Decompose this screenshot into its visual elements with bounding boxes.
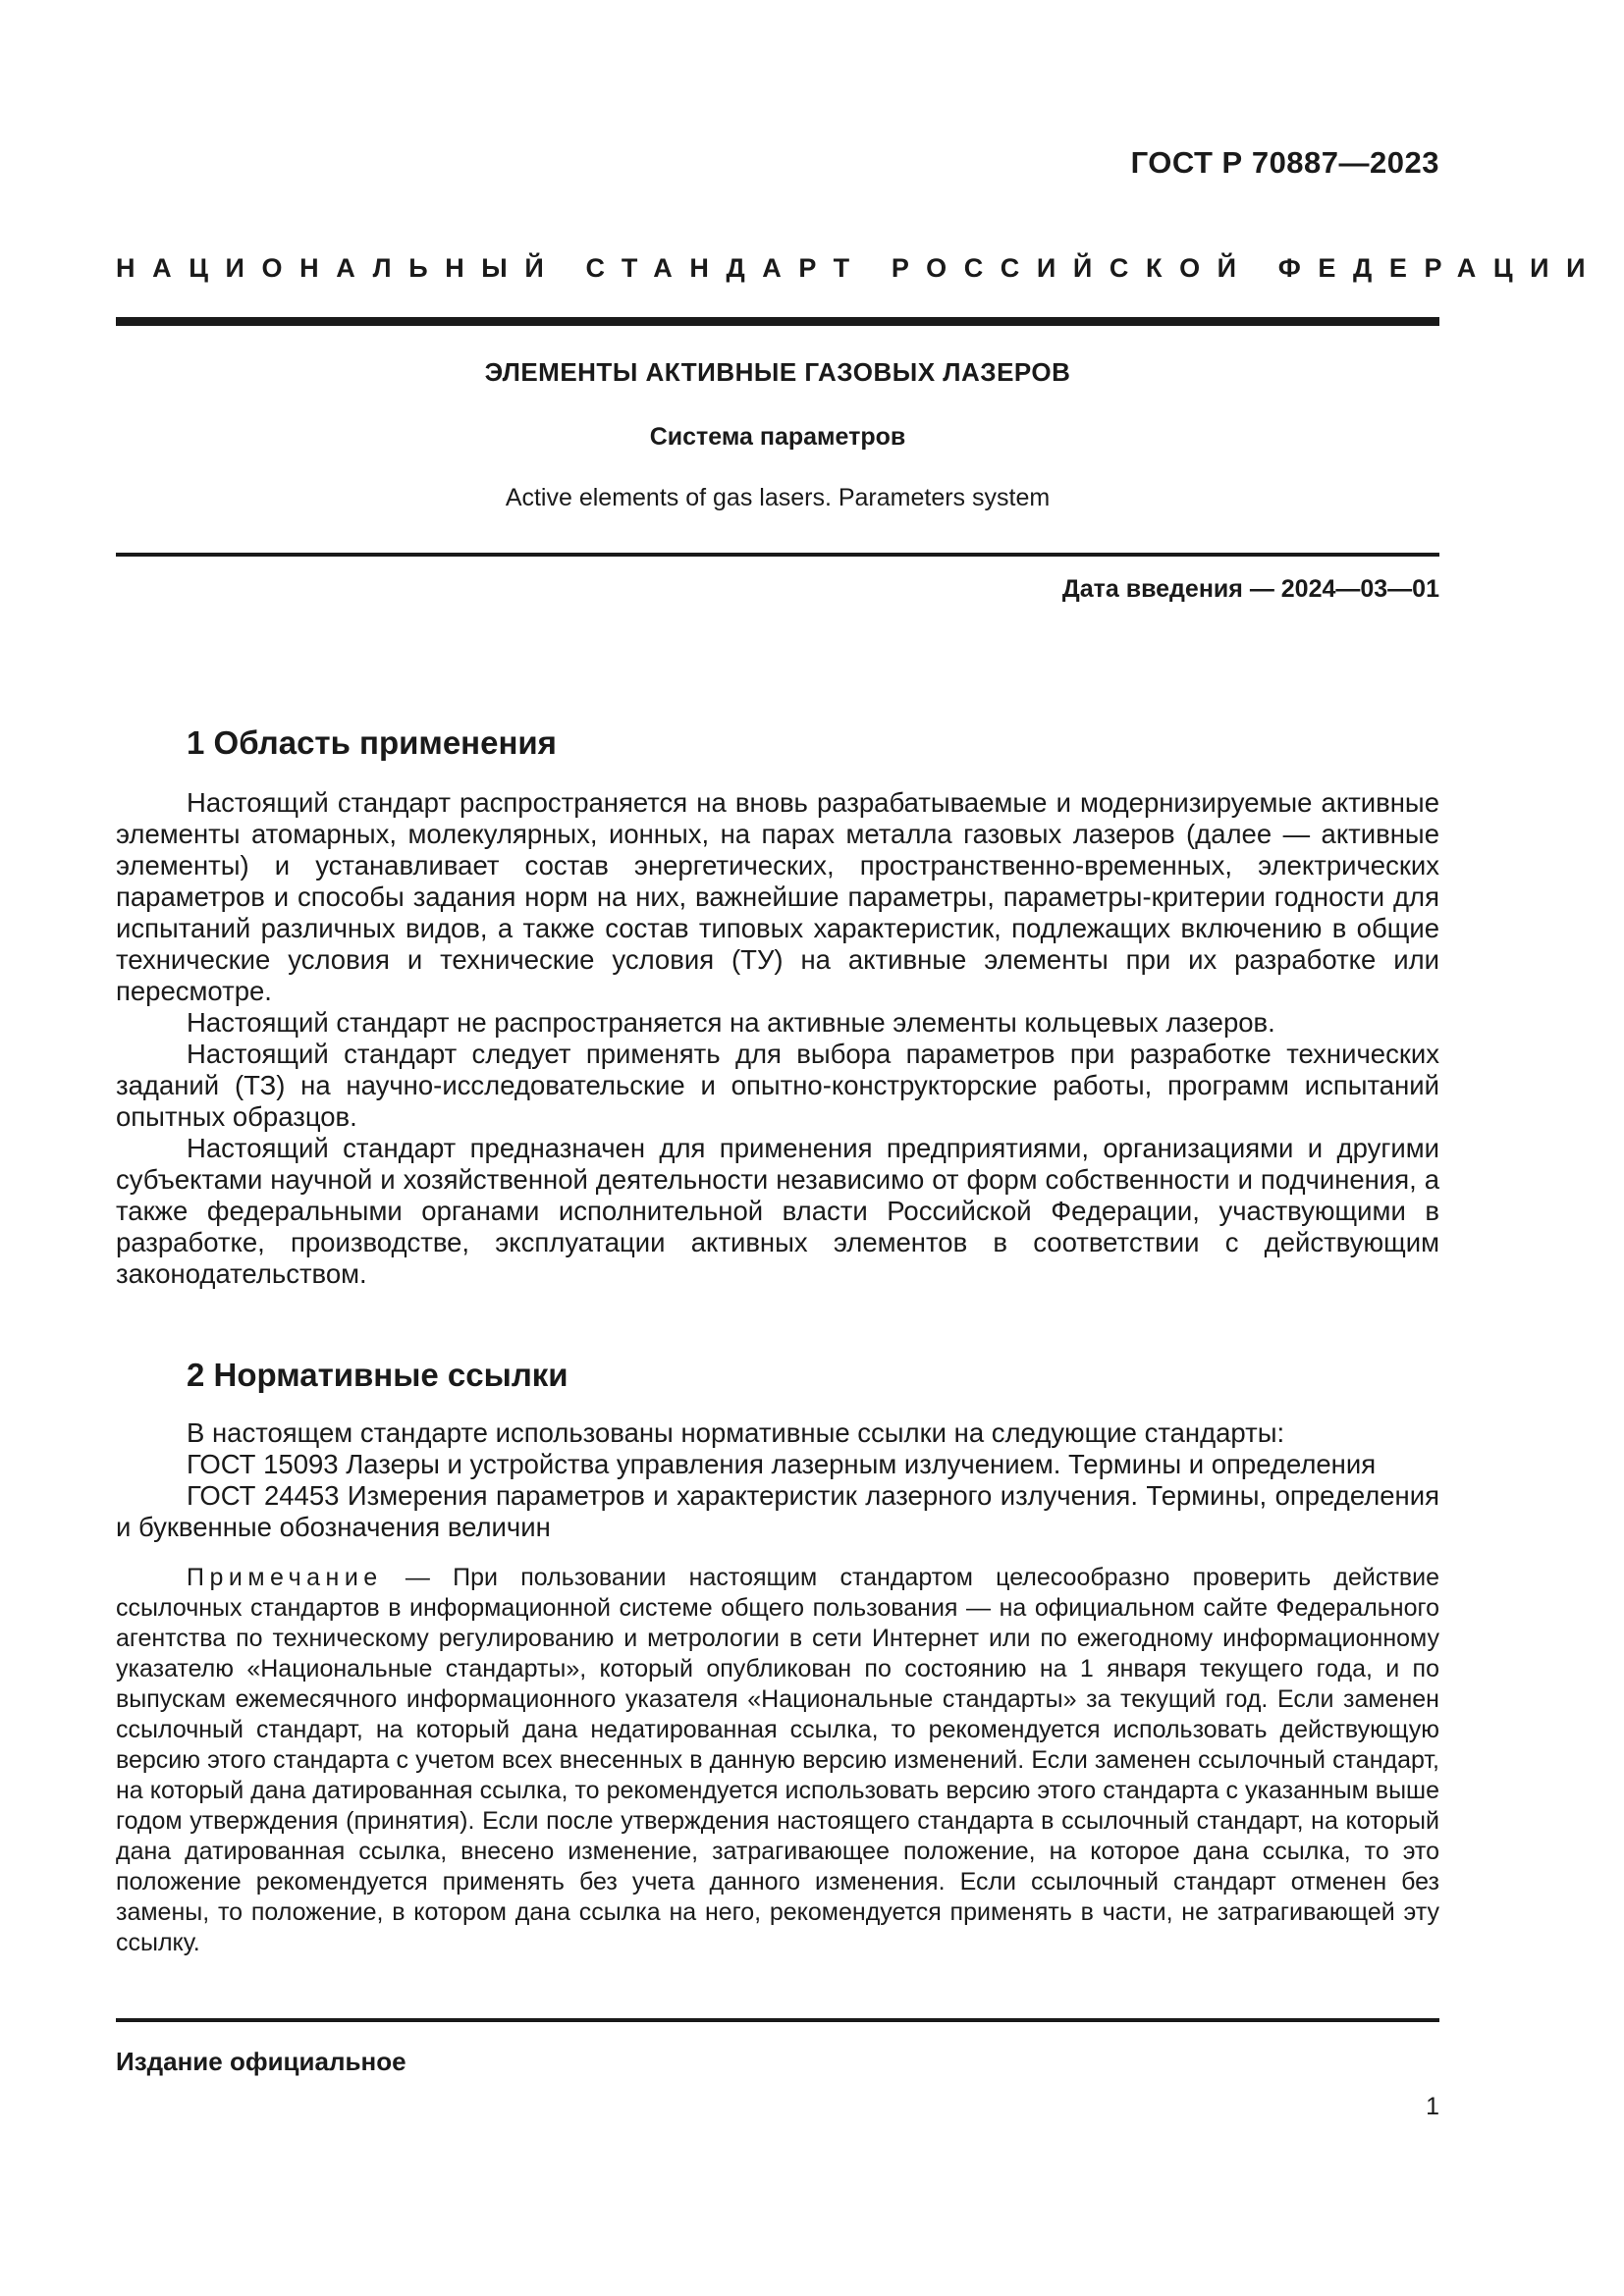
note-block	[116, 1563, 1439, 1958]
note-label: Примечание	[187, 1564, 383, 1591]
national-standard-title: НАЦИОНАЛЬНЫЙ СТАНДАРТ РОССИЙСКОЙ ФЕДЕРАЦИИ	[116, 253, 1603, 283]
note-text: — При пользовании настоящим стандартом целесообразно проверить действие ссылочных стандартов в информационной системе общего пользования — на официальном сайте Федерального агентства по техническому регулированию и метрологии в сети Интернет или по ежегодному информационному указателю «Национальные стандарты», который опубликован по состоянию на 1 января текущего года, и по выпускам ежемесячного информационного указателя «Национальные стандарты» за текущий год. Если заменен ссылочный стандарт, на который дана недатированная ссылка, то рекомендуется использовать действующую версию этого стандарта с учетом всех внесенных в данную версию изменений. Если заменен ссылочный стандарт, на который дана датированная ссылка, то рекомендуется использовать версию этого стандарта с указанным выше годом утверждения (принятия). Если после утверждения настоящего стандарта в ссылочный стандарт, на который дана датированная ссылка, внесено изменение, затрагивающее положение, на которое дана ссылка, то это положение рекомендуется применять без учета данного изменения. Если ссылочный стандарт отменен без замены, то положение, в котором дана ссылка на него, рекомендуется применять в части, не затрагивающей эту ссылку.	[116, 1564, 1439, 1956]
section-2-heading: 2 Нормативные ссылки	[187, 1357, 568, 1393]
paragraph: Настоящий стандарт распространяется на вновь разрабатываемые и модернизируемые активные элементы атомарных, молекулярных, ионных, на парах металла газовых лазеров (далее — активные элементы) и устанавливает состав энергетических, пространственно-временных, электрических параметров и способы задания норм на них, важнейшие параметры, параметры-критерии годности для испытаний различных видов, а также состав типовых характеристик, подлежащих включению в общие технические условия и технические условия (ТУ) на активные элементы при их разработке или пересмотре.	[116, 787, 1439, 1006]
section-1-body	[116, 787, 1439, 1290]
title-divider	[116, 553, 1439, 557]
document-english-title: Active elements of gas lasers. Parameters system	[505, 484, 1051, 511]
section-2-body	[116, 1417, 1439, 1543]
note-paragraph	[116, 1563, 1439, 1958]
footer-divider	[116, 2018, 1439, 2022]
paragraph: Настоящий стандарт предназначен для применения предприятиями, организациями и другими субъектами научной и хозяйственной деятельности независимо от форм собственности и подчинения, а также федеральными органами исполнительной власти Российской Федерации, участвующими в разработке, производстве, эксплуатации активных элементов в соответствии с действующим законодательством.	[116, 1133, 1439, 1289]
document-number: ГОСТ Р 70887—2023	[1130, 145, 1439, 180]
introduction-date: Дата введения — 2024—03—01	[1061, 575, 1439, 603]
edition-label: Издание официальное	[116, 2047, 406, 2076]
paragraph: Настоящий стандарт не распространяется на активные элементы кольцевых лазеров.	[187, 1007, 1275, 1038]
paragraph: Настоящий стандарт следует применять для выбора параметров при разработке технических заданий (ТЗ) на научно-исследовательские и опытно-конструкторские работы, программ испытаний опытных образцов.	[116, 1039, 1439, 1132]
document-title: ЭЛЕМЕНТЫ АКТИВНЫЕ ГАЗОВЫХ ЛАЗЕРОВ	[484, 357, 1071, 387]
page-number: 1	[1426, 2093, 1439, 2120]
paragraph: В настоящем стандарте использованы нормативные ссылки на следующие стандарты:	[187, 1417, 1285, 1448]
reference-item: ГОСТ 15093 Лазеры и устройства управления лазерным излучением. Термины и определения	[187, 1449, 1377, 1479]
document-subtitle: Система параметров	[649, 423, 906, 451]
section-1-heading: 1 Область применения	[187, 724, 557, 761]
header-divider	[116, 317, 1439, 326]
reference-item: ГОСТ 24453 Измерения параметров и характеристик лазерного излучения. Термины, определения и буквенные обозначения величин	[116, 1480, 1439, 1542]
